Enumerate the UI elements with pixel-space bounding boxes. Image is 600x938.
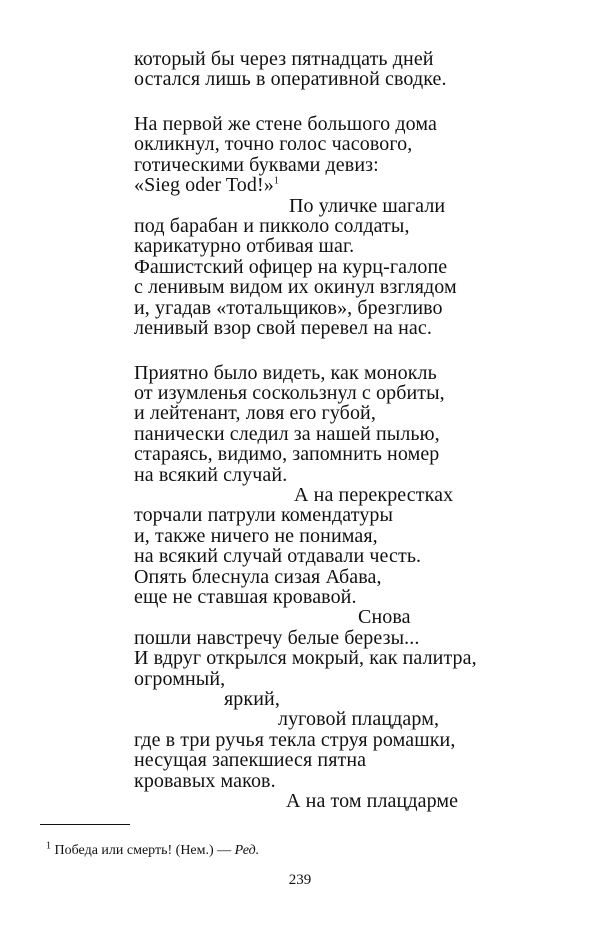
text-line: По уличке шагали xyxy=(289,194,446,217)
text-line: еще не ставшая кровавой. xyxy=(134,586,357,608)
text-line: огромный, xyxy=(134,667,226,690)
text-line: Опять блеснула сизая Абава, xyxy=(134,565,382,588)
motto-text: «Sieg oder Tod!» xyxy=(134,174,274,197)
footnote-divider xyxy=(40,824,130,825)
text-line: остался лишь в оперативной сводке. xyxy=(134,68,447,91)
text-line: с ленивым видом их окинул взглядом xyxy=(134,276,457,299)
text-line: который бы через пятнадцать дней xyxy=(134,48,434,70)
footnote-number: 1 xyxy=(46,840,51,852)
footnote xyxy=(46,842,259,860)
text-line: окликнул, точно голос часового, xyxy=(134,133,413,156)
text-line: от изумленья соскользнул с орбиты, xyxy=(134,381,445,404)
text-line: на всякий случай. xyxy=(134,463,288,486)
text-line: несущая запекшиеся пятна xyxy=(134,749,367,772)
text-line: А на том плацдарме xyxy=(286,790,459,812)
text-line: где в три ручья текла струя ромашки, xyxy=(134,728,456,751)
text-line: готическими буквами девиз: xyxy=(134,153,379,176)
text-line: Приятно было видеть, как монокль xyxy=(134,361,437,384)
text-line: яркий, xyxy=(224,688,280,710)
text-line: На первой же стене большого дома xyxy=(134,112,437,135)
text-line: И вдруг открылся мокрый, как палитра, xyxy=(134,647,477,670)
text-line: стараясь, видимо, запомнить номер xyxy=(134,443,440,466)
text-line: и, также ничего не понимая, xyxy=(134,524,378,547)
text-line: под барабан и пикколо солдаты, xyxy=(134,214,410,237)
text-line: пошли навстречу белые березы... xyxy=(134,626,420,649)
text-line: луговой плацдарм, xyxy=(278,708,440,731)
text-line: торчали патрули комендатуры xyxy=(134,504,394,527)
text-line: Снова xyxy=(358,606,411,629)
text-line: ленивый взор свой перевел на нас. xyxy=(134,317,432,339)
footnote-text: Победа или смерть! (Нем.) — xyxy=(54,843,232,858)
text-line: на всякий случай отдавали честь. xyxy=(134,545,422,568)
text-line: Фашистский офицер на курц-галопе xyxy=(134,255,448,278)
footnote-editor: Ред. xyxy=(234,843,260,858)
text-line: и лейтенант, ловя его губой, xyxy=(134,402,376,425)
text-line: панически следил за нашей пылью, xyxy=(134,422,440,445)
footnote-marker: 1 xyxy=(273,175,279,187)
text-line: карикатурно отбивая шаг. xyxy=(134,235,355,258)
page-number: 239 xyxy=(288,872,312,888)
text-line xyxy=(134,174,279,196)
text-line: кровавых маков. xyxy=(134,769,276,792)
text-line: и, угадав «тотальщиков», брезгливо xyxy=(134,296,443,319)
text-line: А на перекрестках xyxy=(294,483,454,506)
